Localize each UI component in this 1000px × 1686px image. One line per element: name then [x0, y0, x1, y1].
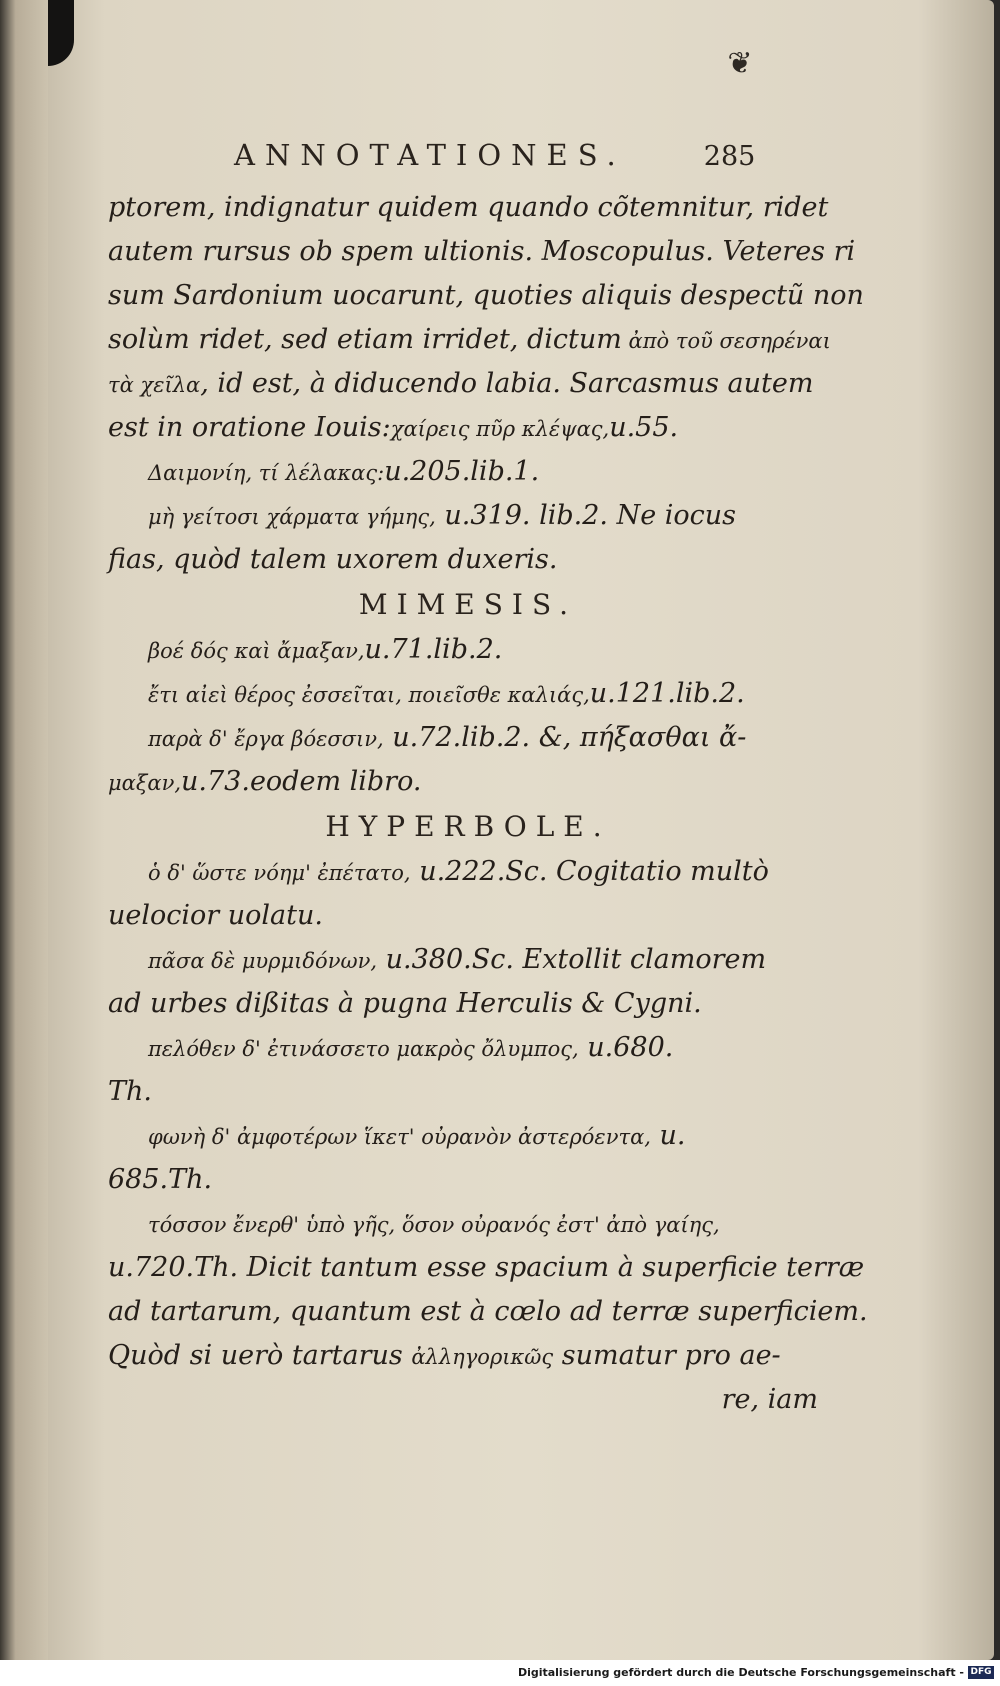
text-line: [108, 1114, 828, 1158]
line-text: , id est, à diducendo labia. Sarcasmus autem: [200, 368, 814, 399]
text-line: [108, 894, 828, 938]
text-line: [108, 760, 828, 804]
text-line: [108, 716, 828, 760]
greek-quote: ὁ δ' ὥστε νόημ' ἐπέτατο,: [148, 861, 411, 885]
page-text: [108, 138, 868, 1422]
greek-quote: χαίρεις πῦρ κλέψας,: [390, 417, 610, 441]
greek-quote: πᾶσα δὲ μυρμιδόνων,: [148, 949, 378, 973]
greek-quote: ἔτι αἰεὶ θέρος ἐσσεῖται, ποιεῖσθε καλιάς,: [148, 683, 590, 707]
page-corner-shadow: [48, 0, 74, 66]
text-line: [108, 494, 828, 538]
greek-quote: πελόθεν δ' ἐτινάσσετο μακρὸς ὄλυμπος,: [148, 1037, 579, 1061]
greek-quote: ἀλληγορικῶς: [411, 1345, 554, 1369]
greek-quote: ἀπὸ τοῦ σεσηρέναι: [621, 329, 831, 353]
line-text: solùm ridet, sed etiam irridet, dictum: [108, 324, 622, 355]
line-text: est in oratione Iouis:: [108, 412, 391, 443]
text-line: [108, 538, 828, 582]
page-header: [108, 138, 828, 186]
verse-reference: u.319. lib.2. Ne iocus: [444, 500, 737, 531]
verse-reference: u.680.: [587, 1032, 674, 1063]
greek-quote: παρὰ δ' ἔργα βόεσσιν,: [148, 727, 384, 751]
greek-quote: τόσσον ἔνερθ' ὑπὸ γῆς, ὅσον οὐρανός ἐστ' ἀπὸ γαίης,: [148, 1213, 720, 1237]
adjacent-page-edge: [0, 0, 52, 1660]
section-heading-hyperbole: HYPERBOLE.: [325, 810, 611, 843]
verse-reference: u.73.eodem libro.: [181, 766, 422, 797]
line-text: uelocior uolatu.: [108, 900, 323, 931]
line-text: ad tartarum, quantum est à cœlo ad terræ superficiem.: [108, 1296, 868, 1327]
line-text: fias, quòd talem uxorem duxeris.: [108, 544, 558, 575]
line-text: u.720.Th. Dicit tantum esse spacium à superficie terræ: [108, 1252, 865, 1283]
text-line: [108, 1246, 865, 1290]
verse-reference: u.55.: [609, 412, 679, 443]
text-line: [108, 1026, 828, 1070]
line-text: ad urbes dißitas à pugna Herculis & Cygni.: [108, 988, 702, 1019]
text-line: [108, 318, 831, 362]
text-line: [108, 672, 828, 716]
text-line: [108, 186, 828, 230]
page-number: 285: [703, 141, 756, 172]
greek-quote: μαξαν,: [108, 771, 182, 795]
line-text: autem rursus ob spem ultionis. Moscopulus. Veteres ri: [108, 236, 856, 267]
catchword: [108, 1378, 828, 1422]
verse-reference: u.: [659, 1120, 686, 1151]
text-line: [108, 1158, 828, 1202]
greek-quote: μὴ γείτοσι χάρματα γήμης,: [148, 505, 436, 529]
line-text: sumatur pro ae-: [561, 1340, 781, 1371]
text-line: [108, 1334, 828, 1378]
text-line: [108, 406, 828, 450]
verse-reference: u.72.lib.2. &, πήξασθαι ἄ-: [392, 722, 747, 753]
text-line: [108, 850, 828, 894]
text-line: [108, 1202, 828, 1246]
greek-quote: τὰ χεῖλα: [108, 373, 201, 397]
section-heading-mimesis: MIMESIS.: [358, 588, 578, 621]
line-text: Quòd si uerò tartarus: [108, 1340, 412, 1371]
text-line: [108, 274, 864, 318]
verse-reference: u.205.lib.1.: [384, 456, 540, 487]
book-page: [48, 0, 994, 1660]
text-line: [108, 450, 828, 494]
verse-reference: u.71.lib.2.: [364, 634, 503, 665]
greek-quote: βοέ δός καὶ ἄμαξαν,: [148, 639, 365, 663]
text-line: [108, 362, 828, 406]
verse-reference: u.380.Sc. Extollit clamorem: [385, 944, 767, 975]
line-text: ptorem, indignatur quidem quando cõtemnitur, ridet: [108, 192, 829, 223]
running-head: ANNOTATIONES.: [234, 138, 626, 172]
text-line: [108, 1290, 868, 1334]
fleuron-ornament-icon: ❦: [727, 46, 753, 81]
text-line: [108, 628, 828, 672]
line-text: 685.Th.: [108, 1164, 213, 1195]
text-line: [108, 982, 828, 1026]
greek-quote: φωνὴ δ' ἀμφοτέρων ἵκετ' οὐρανὸν ἀστερόεντα,: [148, 1125, 651, 1149]
line-text: sum Sardonium uocarunt, quoties aliquis despectũ non: [108, 280, 864, 311]
adjacent-page-fragment: [4, 230, 44, 290]
verse-reference: u.121.lib.2.: [589, 678, 745, 709]
dfg-logo: DFG: [968, 1666, 994, 1679]
text-line: [108, 1070, 828, 1114]
footer-credit: Digitalisierung gefördert durch die Deutsche Forschungsgemeinschaft -: [517, 1666, 964, 1679]
catchword-text: re, iam: [721, 1384, 818, 1415]
greek-quote: Δαιμονίη, τί λέλακας:: [148, 461, 385, 485]
text-line: [108, 230, 856, 274]
verse-reference: u.222.Sc. Cogitatio multò: [419, 856, 769, 887]
text-line: [108, 938, 828, 982]
line-text: Th.: [108, 1076, 152, 1107]
digitization-footer: [0, 1660, 1000, 1686]
